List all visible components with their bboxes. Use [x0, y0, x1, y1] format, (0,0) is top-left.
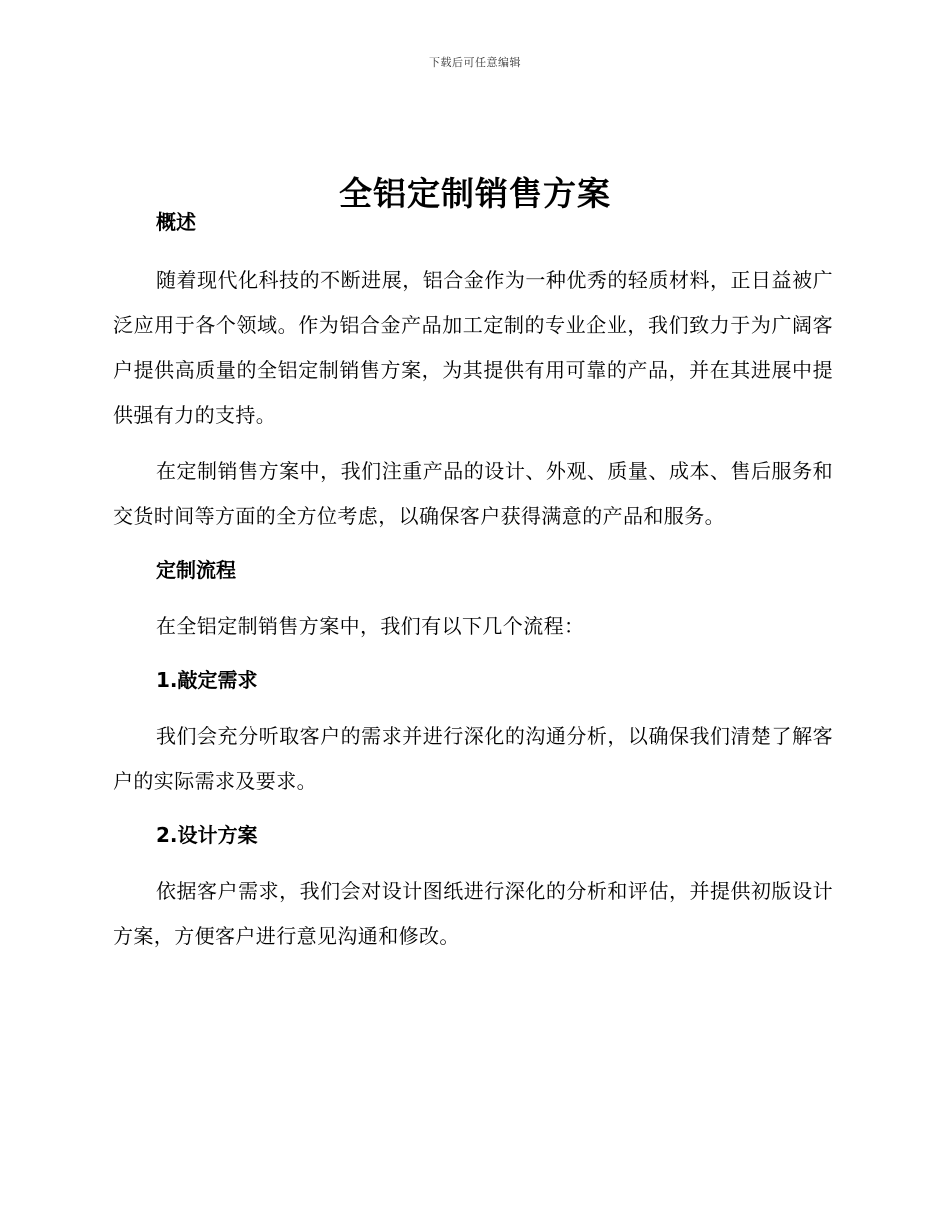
- document-body: [113, 204, 833, 959]
- header-note: 下载后可任意编辑: [429, 56, 521, 69]
- step-heading-1: 1.敲定需求: [156, 668, 258, 692]
- section-heading-process: 定制流程: [156, 558, 236, 582]
- document-title: 全铝定制销售方案: [339, 174, 611, 214]
- paragraph-process-intro: 在全铝定制销售方案中，我们有以下几个流程：: [156, 614, 585, 638]
- paragraph-overview-1: 随着现代化科技的不断进展，铝合金作为一种优秀的轻质材料，正日益被广泛应用于各个领域。作为铝合金产品加工定制的专业企业，我们致力于为广阔客户提供高质量的全铝定制销售方案，为其提供有用可靠的产品，并在其进展中提供强有力的支持。: [113, 268, 833, 427]
- step-heading-2: 2.设计方案: [156, 823, 258, 847]
- step-text-2: 依据客户需求，我们会对设计图纸进行深化的分析和评估，并提供初版设计方案，方便客户进行意见沟通和修改。: [113, 879, 833, 948]
- section-heading-overview: 概述: [156, 210, 196, 234]
- paragraph-overview-2: 在定制销售方案中，我们注重产品的设计、外观、质量、成本、售后服务和交货时间等方面的全方位考虑，以确保客户获得满意的产品和服务。: [113, 459, 833, 528]
- step-text-1: 我们会充分听取客户的需求并进行深化的沟通分析，以确保我们清楚了解客户的实际需求及要求。: [113, 724, 833, 793]
